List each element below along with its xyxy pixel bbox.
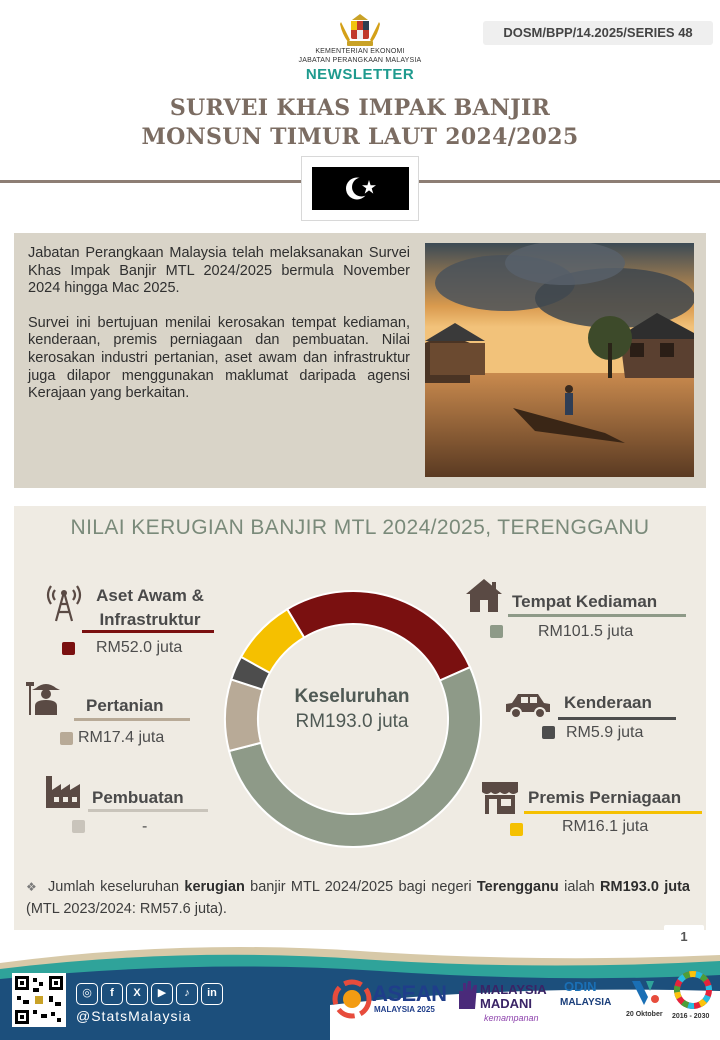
- social-links: [76, 983, 223, 1005]
- note-bold: kerugian: [184, 879, 245, 895]
- note-text: ialah: [558, 879, 601, 895]
- category-underline: [558, 717, 676, 720]
- bullet-icon: ❖: [26, 880, 39, 894]
- category-label-public-assets: [88, 584, 212, 632]
- department-line: JABATAN PERANGKAAN MALAYSIA: [298, 57, 422, 64]
- x-icon[interactable]: X: [126, 983, 148, 1005]
- legend-swatch: [490, 625, 503, 638]
- intro-text: [28, 245, 410, 403]
- cell-tower-icon: [44, 584, 84, 622]
- asean-logo-subtext: MALAYSIA 2025: [374, 1005, 435, 1014]
- title-line-1: SURVEI KHAS IMPAK BANJIR: [169, 95, 551, 121]
- note-text: (MTL 2023/2024: RM57.6 juta).: [26, 901, 227, 917]
- footer: [0, 945, 720, 1040]
- category-value-public-assets: RM52.0 juta: [96, 639, 183, 656]
- category-underline: [82, 630, 214, 633]
- category-underline: [524, 811, 702, 814]
- category-underline: [74, 718, 190, 721]
- coat-of-arms-logo: [338, 12, 382, 48]
- label-line: Aset Awam &: [96, 586, 204, 605]
- category-label-business-premises: Premis Perniagaan: [528, 788, 682, 807]
- note-bold: Terengganu: [476, 879, 559, 895]
- category-value-agriculture: RM17.4 juta: [78, 729, 165, 746]
- donut-center-value: RM193.0 juta: [295, 711, 409, 732]
- odin-logo-subtext: MALAYSIA: [560, 997, 612, 1008]
- intro-panel: [14, 233, 706, 488]
- category-underline: [508, 614, 686, 617]
- page-title: [80, 94, 640, 152]
- intro-paragraph-2: Survei ini bertujuan menilai kerosakan tempat kediaman, kenderaan, premis perniagaan dan pembuatan. Nilai kerosakan industri pertanian, aset awam dan infrastruktur juga dilapor menggunakan maklumat daripada agensi Kerajaan yang berkaitan.: [28, 314, 410, 402]
- losses-panel: [14, 506, 706, 930]
- linkedin-icon[interactable]: in: [201, 983, 223, 1005]
- qr-pattern: [15, 976, 63, 1024]
- state-flag: [301, 156, 419, 221]
- shop-icon: [480, 778, 520, 816]
- social-handle[interactable]: @StatsMalaysia: [76, 1008, 192, 1024]
- youtube-icon[interactable]: ▶: [151, 983, 173, 1005]
- category-underline: [88, 809, 208, 812]
- category-value-residential: RM101.5 juta: [538, 623, 634, 640]
- series-tag: DOSM/BPP/14.2025/SERIES 48: [483, 21, 713, 45]
- donut-center-label: Keseluruhan: [294, 686, 410, 707]
- sdg-wheel-icon: [674, 971, 712, 1009]
- logo-line: MALAYSIA: [480, 982, 547, 997]
- asean-logo-text: ASEAN: [372, 981, 447, 1006]
- factory-icon: [44, 772, 84, 810]
- house-icon: [464, 576, 504, 614]
- newsletter-label: NEWSLETTER: [305, 66, 415, 83]
- odin-logo-text: ODIN: [564, 979, 597, 994]
- flood-photo: [425, 243, 694, 477]
- category-label-manufacturing: Pembuatan: [92, 788, 184, 807]
- losses-title: NILAI KERUGIAN BANJIR MTL 2024/2025, TERENGGANU: [70, 516, 650, 539]
- ministry-name: [250, 47, 470, 65]
- facebook-icon[interactable]: f: [101, 983, 123, 1005]
- madani-hand-icon: [456, 979, 478, 1013]
- logo-line: MADANI: [480, 996, 532, 1011]
- terengganu-flag: [312, 167, 409, 210]
- intro-paragraph-1: Jabatan Perangkaan Malaysia telah melaksanakan Survei Khas Impak Banjir MTL 2024/2025 bermula November 2024 hingga Mac 2025.: [28, 245, 410, 297]
- label-line: Infrastruktur: [99, 610, 201, 629]
- note-text: Jumlah keseluruhan: [48, 879, 185, 895]
- donut-slice-pertanian: [225, 679, 263, 751]
- instagram-icon[interactable]: ◎: [76, 983, 98, 1005]
- summary-note: [26, 876, 690, 920]
- category-value-vehicles: RM5.9 juta: [566, 724, 644, 741]
- category-value-manufacturing: -: [142, 818, 148, 835]
- sdg-years: 2016 - 2030: [672, 1013, 710, 1020]
- car-icon: [502, 684, 554, 722]
- page-number: 1: [664, 925, 704, 949]
- legend-swatch: [510, 823, 523, 836]
- note-text: banjir MTL 2024/2025 bagi negeri: [244, 879, 477, 895]
- note-bold: RM193.0 juta: [600, 879, 690, 895]
- crescent-star-icon: [312, 167, 409, 210]
- category-label-vehicles: Kenderaan: [564, 693, 652, 712]
- tiktok-icon[interactable]: ♪: [176, 983, 198, 1005]
- legend-swatch: [72, 820, 85, 833]
- title-line-2: MONSUN TIMUR LAUT 2024/2025: [141, 124, 579, 150]
- partner-logos: [332, 965, 720, 1040]
- farmer-icon: [26, 678, 66, 716]
- statistics-day-date: 20 Oktober: [626, 1011, 663, 1018]
- category-label-agriculture: Pertanian: [86, 696, 164, 715]
- statistics-day-logo-icon: [630, 977, 660, 1007]
- category-value-business-premises: RM16.1 juta: [562, 818, 649, 835]
- qr-code[interactable]: [12, 973, 66, 1027]
- category-label-residential: Tempat Kediaman: [512, 592, 658, 611]
- ministry-line: KEMENTERIAN EKONOMI: [315, 48, 405, 55]
- legend-swatch: [62, 642, 75, 655]
- legend-swatch: [60, 732, 73, 745]
- legend-swatch: [542, 726, 555, 739]
- madani-tagline: kemampanan: [484, 1013, 539, 1023]
- madani-logo-text: [480, 983, 547, 1011]
- asean-logo-icon: [332, 979, 372, 1019]
